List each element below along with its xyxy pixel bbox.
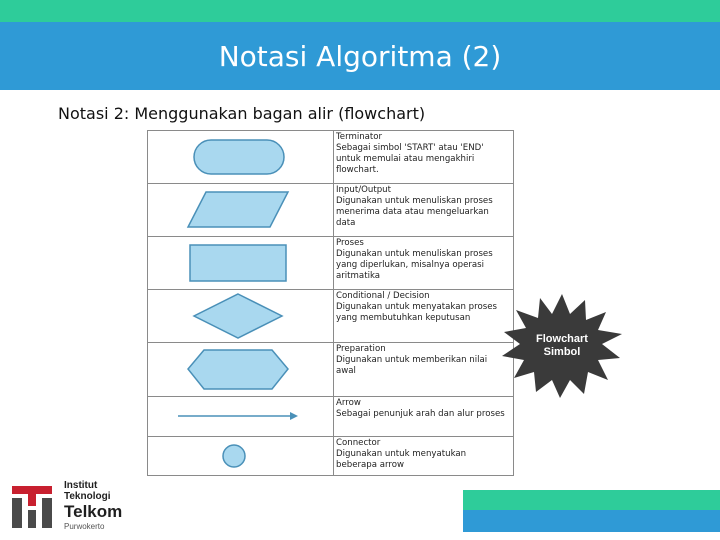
symbol-description: Sebagai penunjuk arah dan alur proses [336, 409, 505, 419]
symbol-title: Arrow [336, 398, 361, 408]
corner-accent-blue [463, 510, 720, 532]
process-icon [148, 237, 333, 289]
terminator-icon [148, 131, 333, 183]
arrow-icon [148, 397, 333, 436]
input-output-icon [148, 184, 333, 236]
symbol-title: Input/Output [336, 185, 391, 195]
symbol-description: Digunakan untuk menuliskan proses menerima data atau mengeluarkan data [336, 196, 493, 228]
top-accent-strip [0, 0, 720, 22]
flowchart-symbol-table [147, 130, 514, 476]
decision-icon [148, 290, 333, 342]
symbol-title: Connector [336, 438, 381, 448]
symbol-row-decision [148, 290, 513, 343]
symbol-row-input-output [148, 184, 513, 237]
logo-line2: Teknologi [64, 491, 111, 502]
symbol-title: Conditional / Decision [336, 291, 430, 301]
symbol-description: Digunakan untuk menyatukan beberapa arrow [336, 449, 467, 470]
symbol-row-process [148, 237, 513, 290]
symbol-description: Digunakan untuk menuliskan proses yang diperlukan, misalnya operasi aritmatika [336, 249, 493, 281]
symbol-title: Proses [336, 238, 364, 248]
symbol-row-preparation [148, 343, 513, 397]
symbol-row-terminator [148, 131, 513, 184]
preparation-icon [148, 343, 333, 396]
logo-line3: Telkom [64, 502, 123, 521]
telkom-logo-icon [10, 480, 54, 532]
symbol-row-arrow [148, 397, 513, 437]
title-bar [0, 22, 720, 90]
badge-line1: Flowchart [536, 333, 588, 345]
symbol-description: Digunakan untuk menyatakan proses yang membutuhkan keputusan [336, 302, 497, 323]
symbol-description: Digunakan untuk memberikan nilai awal [336, 355, 488, 376]
logo-line1: Institut [64, 480, 98, 491]
logo-line4: Purwokerto [64, 522, 105, 531]
institution-logo [10, 480, 140, 535]
slide-subtitle: Notasi 2: Menggunakan bagan alir (flowchart) [58, 104, 426, 123]
flowchart-simbol-badge [500, 294, 624, 398]
symbol-title: Terminator [336, 132, 383, 142]
symbol-row-connector [148, 437, 513, 475]
slide-title: Notasi Algoritma (2) [218, 39, 502, 73]
connector-icon [148, 437, 333, 475]
corner-accent-green [463, 490, 720, 510]
badge-line2: Simbol [543, 346, 581, 358]
symbol-description: Sebagai simbol 'START' atau 'END' untuk memulai atau mengakhiri flowchart. [336, 143, 484, 175]
symbol-title: Preparation [336, 344, 386, 354]
